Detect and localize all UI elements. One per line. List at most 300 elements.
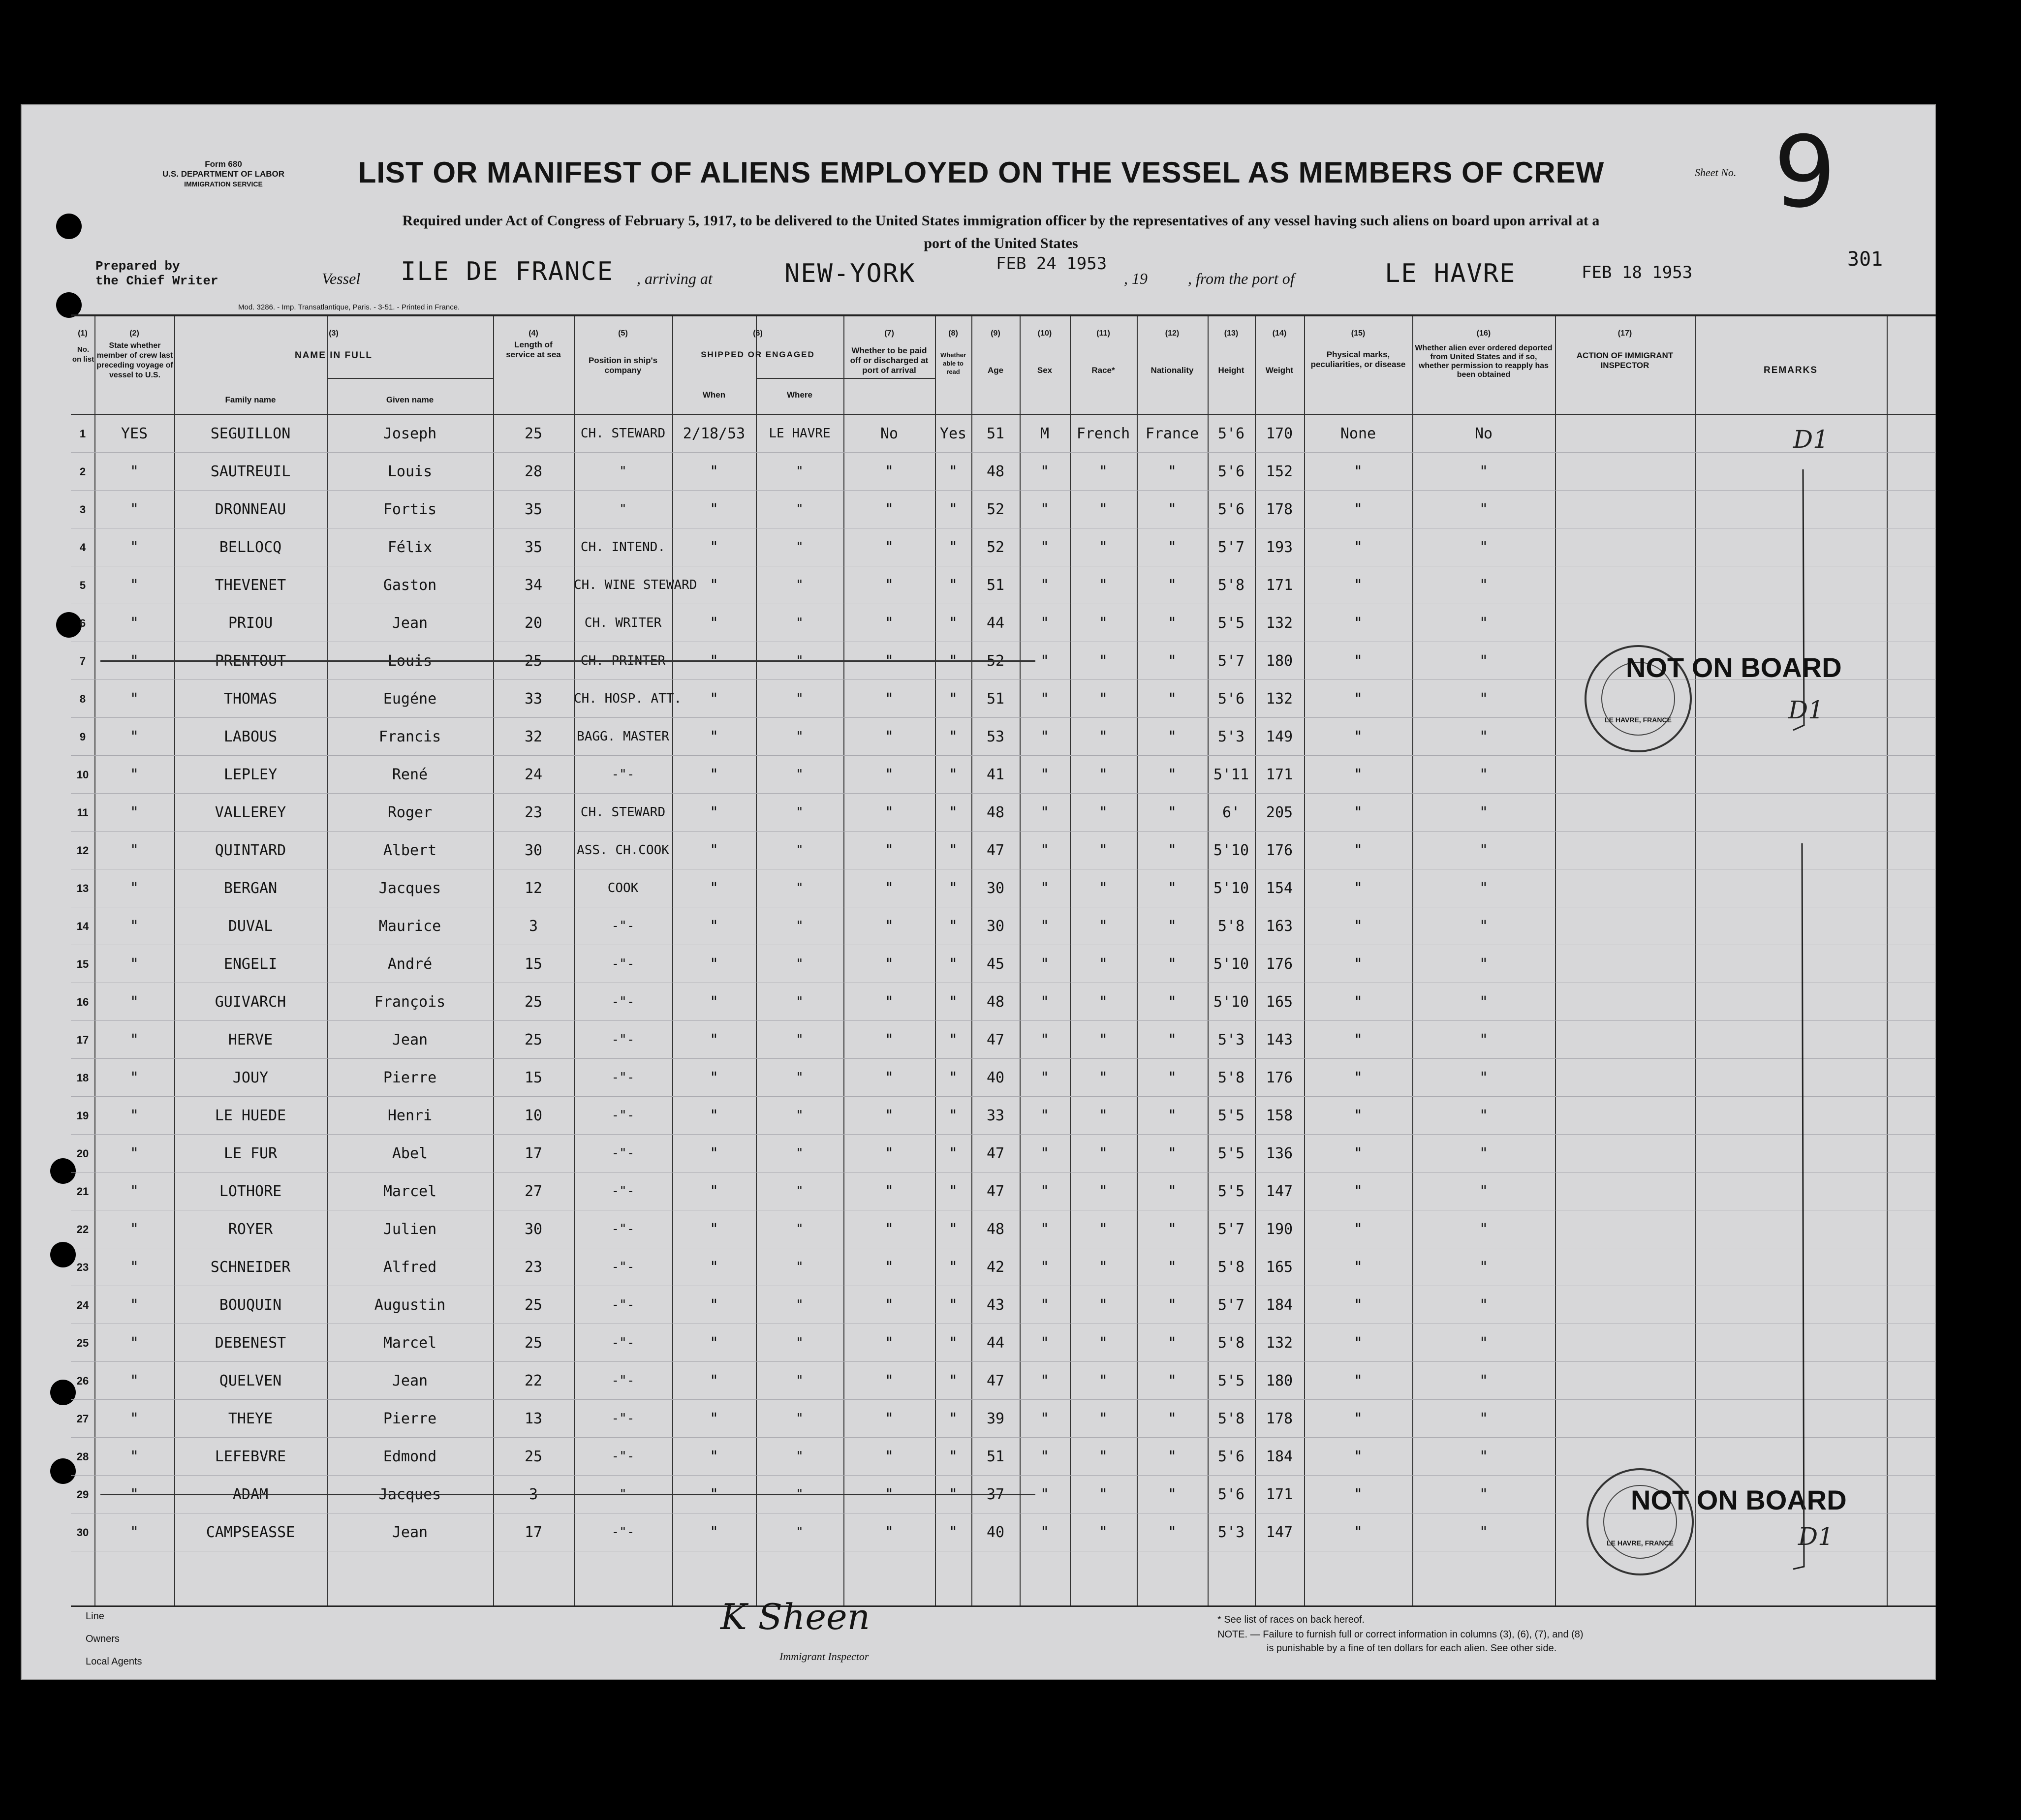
cell-no: 28 [76,1450,89,1463]
cell-age: 48 [986,1221,1005,1238]
table-row [71,983,1936,1021]
cell-age: 42 [986,1259,1005,1276]
cell-no: 5 [79,579,86,591]
cell-length: 15 [524,956,543,973]
cell-position: -"- [611,1108,635,1123]
cell-race: " [1098,1296,1108,1314]
cell-length: 25 [524,1334,543,1352]
cell-family: PRENTOUT [215,652,286,670]
cell-position: -"- [611,1032,635,1047]
cell-deported: " [1479,956,1489,973]
not-on-board-stamp: NOT ON BOARD [1626,652,1842,683]
cell-when: " [709,1259,719,1276]
table-row [71,1248,1936,1286]
cell-age: 43 [986,1296,1005,1314]
cell-deported: " [1479,842,1489,859]
cell-length: 17 [524,1524,543,1541]
cell-length: 35 [524,539,543,556]
cell-when: " [709,1107,719,1124]
cell-no: 1 [79,428,86,440]
cell-read: " [948,1372,958,1389]
cell-race: " [1098,956,1108,973]
cell-length: 20 [524,615,543,632]
cell-weight: 176 [1266,956,1293,973]
cell-when: " [709,577,719,594]
cell-race: " [1098,842,1108,859]
table-row [71,945,1936,983]
cell-read: " [948,1410,958,1427]
cell-position: " [619,464,627,479]
cell-age: 47 [986,1145,1005,1162]
vessel-name: ILE DE FRANCE [401,257,614,286]
cell-prev: " [129,1448,139,1465]
cell-family: VALLEREY [215,804,286,821]
cell-race: " [1098,577,1108,594]
column-number: (1) [78,329,88,338]
cell-nat: " [1167,1259,1177,1276]
cell-physical: " [1353,1031,1363,1049]
cell-length: 25 [524,1448,543,1465]
cell-race: " [1098,880,1108,897]
cell-given: Eugéne [383,690,437,708]
cell-prev: " [129,1221,139,1238]
cell-where: " [796,1070,804,1085]
cell-no: 18 [76,1072,89,1084]
cell-family: LEPLEY [223,766,278,783]
cell-where: " [796,1297,804,1312]
table-row [71,415,1936,453]
cell-family: LABOUS [223,728,278,745]
cell-prev: " [129,766,139,783]
cell-deported: " [1479,728,1489,745]
cell-age: 40 [986,1069,1005,1086]
cell-family: PRIOU [228,615,273,632]
remark-bracket [1773,450,1833,1581]
cell-length: 25 [524,1296,543,1314]
cell-position: ASS. CH.COOK [577,843,669,858]
cell-deported: " [1479,501,1489,518]
cell-weight: 132 [1266,615,1293,632]
cell-race: " [1098,539,1108,556]
cell-deported: " [1479,615,1489,632]
cell-length: 30 [524,842,543,859]
header-shipped-engaged: SHIPPED OR ENGAGED [701,350,815,359]
note-text: is punishable by a fine of ten dollars for each alien. See other side. [1267,1643,1557,1654]
inspector-signature: K Sheen [720,1596,870,1637]
cell-when: " [709,880,719,897]
column-number: (7) [884,329,894,338]
cell-nat: " [1167,993,1177,1011]
cell-height: 5'11 [1213,766,1249,783]
cell-sex: " [1040,1486,1050,1503]
cell-paid: " [884,690,894,708]
cell-prev: " [129,501,139,518]
cell-no: 19 [76,1110,89,1122]
cell-when: " [709,539,719,556]
vessel-label: Vessel [322,270,361,287]
cell-paid: " [884,652,894,670]
header-deported: Whether alien ever ordered deported from United States and if so, whether permission to reapply has been obtained [1415,344,1553,379]
cell-height: 5'3 [1217,728,1245,745]
cell-length: 25 [524,993,543,1011]
cell-prev: " [129,1524,139,1541]
cell-position: CH. HOSP. ATT. [574,691,682,706]
footer-line-label: Line [86,1611,104,1622]
cell-read: " [948,993,958,1011]
not-on-board-stamp: NOT ON BOARD [1631,1484,1847,1515]
table-row [71,566,1936,604]
cell-prev: " [129,804,139,821]
cell-where: " [796,1222,804,1236]
cell-physical: " [1353,1183,1363,1200]
cell-position: CH. WRITER [584,616,662,630]
cell-read: " [948,1107,958,1124]
cell-height: 5'6 [1217,690,1245,708]
column-number: (4) [529,329,538,338]
table-row [71,907,1936,945]
cell-no: 25 [76,1337,89,1349]
cell-physical: " [1353,842,1363,859]
cell-age: 37 [986,1486,1005,1503]
arriving-label: , arriving at [637,270,713,287]
subtitle-line: port of the United States [924,235,1078,251]
cell-paid: " [884,1372,894,1389]
cell-age: 30 [986,918,1005,935]
cell-family: SAUTREUIL [210,463,291,480]
cell-physical: " [1353,728,1363,745]
cell-race: " [1098,728,1108,745]
corner-number: 301 [1847,248,1883,271]
cell-no: 30 [76,1526,89,1539]
cell-height: 5'6 [1217,1448,1245,1465]
cell-no: 23 [76,1261,89,1273]
header-where: Where [787,390,812,400]
table-row [71,491,1936,528]
cell-nat: " [1167,1107,1177,1124]
cell-race: " [1098,652,1108,670]
cell-sex: " [1040,766,1050,783]
cell-age: 52 [986,539,1005,556]
cell-prev: " [129,1334,139,1352]
cell-race: " [1098,1334,1108,1352]
from-port-label: , from the port of [1188,270,1295,287]
cell-length: 22 [524,1372,543,1389]
cell-nat: " [1167,804,1177,821]
cell-height: 5'5 [1217,615,1245,632]
header-able-read: Whether able to read [940,351,966,375]
cell-sex: " [1040,842,1050,859]
cell-no: 24 [76,1299,89,1311]
cell-read: " [948,539,958,556]
punch-hole [56,214,82,239]
cell-prev: " [129,1410,139,1427]
table-row [71,1135,1936,1172]
cell-physical: " [1353,918,1363,935]
cell-where: " [796,1260,804,1274]
cell-when: " [709,1031,719,1049]
cell-when: " [709,1221,719,1238]
cell-deported: " [1479,804,1489,821]
form-header [145,159,302,189]
cell-physical: " [1353,1145,1363,1162]
cell-where: " [796,502,804,517]
cell-when: " [709,1296,719,1314]
cell-race: " [1098,766,1108,783]
cell-sex: " [1040,956,1050,973]
cell-physical: " [1353,539,1363,556]
cell-family: DEBENEST [215,1334,286,1352]
header-physical: Physical marks, peculiarities, or disease [1310,350,1406,369]
cell-position: BAGG. MASTER [577,729,669,744]
column-number: (3) [329,329,339,338]
cell-nat: " [1167,766,1177,783]
cell-deported: " [1479,1448,1489,1465]
cell-family: LE FUR [223,1145,278,1162]
vessel-info [95,253,1818,297]
cell-where: " [796,653,804,668]
cell-when: " [709,1410,719,1427]
cell-height: 5'5 [1217,1183,1245,1200]
column-number: (8) [948,329,958,338]
cell-family: GUIVARCH [215,993,286,1011]
table-row [71,1362,1936,1400]
header-nationality: Nationality [1150,366,1194,375]
cell-race: " [1098,1372,1108,1389]
cell-paid: " [884,1486,894,1503]
cell-where: " [796,540,804,555]
cell-prev: " [129,539,139,556]
cell-race: " [1098,501,1108,518]
cell-nat: " [1167,1334,1177,1352]
table-row [71,1438,1936,1476]
cell-nat: " [1167,1069,1177,1086]
cell-nat: France [1145,425,1199,442]
cell-paid: " [884,1296,894,1314]
cell-family: ROYER [228,1221,273,1238]
cell-paid: " [884,804,894,821]
cell-read: " [948,652,958,670]
cell-read: " [948,1183,958,1200]
cell-when: " [709,1334,719,1352]
cell-age: 44 [986,615,1005,632]
header-given-name: Given name [386,395,434,404]
cell-where: " [796,616,804,630]
cell-prev: " [129,918,139,935]
table-row [71,869,1936,907]
header-age: Age [987,366,1004,375]
cell-family: LEFEBVRE [215,1448,286,1465]
cell-height: 5'7 [1217,539,1245,556]
cell-no: 7 [79,655,86,667]
cell-read: " [948,1221,958,1238]
cell-length: 27 [524,1183,543,1200]
cell-weight: 170 [1266,425,1293,442]
cell-physical: " [1353,766,1363,783]
cell-given: Louis [387,652,433,670]
cell-nat: " [1167,690,1177,708]
cell-weight: 132 [1266,690,1293,708]
cell-length: 25 [524,1031,543,1049]
cell-paid: " [884,1410,894,1427]
cell-when: " [709,766,719,783]
cell-given: Jean [392,1524,428,1541]
column-number: (14) [1272,329,1287,338]
cell-given: Jean [392,1372,428,1389]
arriving-port: NEW-YORK [784,259,916,288]
crew-table [71,314,1936,1607]
cell-weight: 165 [1266,993,1293,1011]
cell-weight: 171 [1266,766,1293,783]
cell-paid: " [884,956,894,973]
cell-height: 5'3 [1217,1031,1245,1049]
table-row [71,453,1936,491]
cell-paid: " [884,1069,894,1086]
table-row [71,756,1936,794]
cell-given: Albert [383,842,437,859]
cell-prev: " [129,1296,139,1314]
cell-race: " [1098,1410,1108,1427]
cell-position: -"- [611,994,635,1009]
cell-weight: 171 [1266,1486,1293,1503]
cell-where: " [796,994,804,1009]
cell-deported: " [1479,918,1489,935]
cell-where: " [796,1184,804,1199]
cell-no: 2 [79,465,86,478]
cell-when: " [709,842,719,859]
cell-physical: " [1353,1069,1363,1086]
cell-weight: 180 [1266,652,1293,670]
cell-deported: " [1479,1296,1489,1314]
cell-prev: " [129,652,139,670]
cell-deported: " [1479,577,1489,594]
cell-race: " [1098,1107,1108,1124]
header-name-in-full: NAME IN FULL [294,350,373,361]
cell-weight: 184 [1266,1296,1293,1314]
cell-race: " [1098,1448,1108,1465]
cell-nat: " [1167,615,1177,632]
cell-sex: " [1040,1410,1050,1427]
cell-deported: " [1479,652,1489,670]
header-paid-off: Whether to be paid off or discharged at port of arrival [850,346,929,375]
cell-age: 51 [986,690,1005,708]
cell-when: " [709,1448,719,1465]
year-label: , 19 [1124,270,1148,287]
cell-no: 15 [76,958,89,970]
cell-paid: " [884,918,894,935]
cell-given: Jacques [378,880,441,897]
cell-physical: " [1353,1372,1363,1389]
cell-prev: " [129,463,139,480]
cell-height: 5'8 [1217,577,1245,594]
cell-nat: " [1167,1296,1177,1314]
cell-race: French [1076,425,1130,442]
department-name: U.S. DEPARTMENT OF LABOR [162,169,285,179]
cell-position: -"- [611,767,635,782]
cell-height: 5'6 [1217,425,1245,442]
cell-where: " [796,1411,804,1426]
cell-prev: " [129,615,139,632]
cell-position: -"- [611,1260,635,1274]
cell-family: ADAM [232,1486,269,1503]
cell-when: 2/18/53 [683,425,746,442]
cell-physical: " [1353,690,1363,708]
cell-paid: " [884,1031,894,1049]
cell-weight: 184 [1266,1448,1293,1465]
race-footnote: * See list of races on back hereof. [1217,1614,1365,1625]
cell-read: " [948,1069,958,1086]
cell-age: 30 [986,880,1005,897]
cell-sex: " [1040,1107,1050,1124]
cell-race: " [1098,463,1108,480]
cell-family: QUELVEN [219,1372,282,1389]
cell-deported: No [1474,425,1493,442]
cell-deported: " [1479,1334,1489,1352]
cell-given: Julien [383,1221,437,1238]
cell-prev: YES [121,425,148,442]
cell-sex: " [1040,615,1050,632]
column-number: (10) [1037,329,1052,338]
cell-given: Marcel [383,1183,437,1200]
cell-sex: " [1040,1145,1050,1162]
cell-when: " [709,615,719,632]
cell-sex: " [1040,1296,1050,1314]
cell-height: 5'7 [1217,1221,1245,1238]
cell-sex: " [1040,1448,1050,1465]
cell-deported: " [1479,880,1489,897]
cell-age: 51 [986,577,1005,594]
header-action: ACTION OF IMMIGRANT INSPECTOR [1576,351,1674,370]
column-number: (5) [618,329,628,338]
cell-height: 5'3 [1217,1524,1245,1541]
cell-no: 12 [76,844,89,857]
cell-when: " [709,728,719,745]
table-row [71,1021,1936,1059]
cell-sex: " [1040,501,1050,518]
column-number: (15) [1351,329,1366,338]
cell-race: " [1098,1145,1108,1162]
cell-read: " [948,880,958,897]
cell-nat: " [1167,1183,1177,1200]
cell-weight: 178 [1266,501,1293,518]
cell-length: 3 [529,918,538,935]
cell-where: " [796,729,804,744]
cell-nat: " [1167,1410,1177,1427]
note-label: NOTE. [1217,1629,1248,1640]
cell-read: " [948,615,958,632]
stamp-text: LE HAVRE, FRANCE [1605,716,1672,724]
subtitle [214,210,1788,255]
cell-read: " [948,1334,958,1352]
cell-nat: " [1167,1221,1177,1238]
cell-length: 34 [524,577,543,594]
cell-physical: " [1353,804,1363,821]
chief-writer-label: the Chief Writer [95,274,218,288]
cell-read: " [948,804,958,821]
cell-family: THOMAS [223,690,278,708]
table-row [71,1059,1936,1097]
cell-physical: " [1353,1524,1363,1541]
cell-position: -"- [611,1335,635,1350]
cell-deported: " [1479,1259,1489,1276]
cell-length: 23 [524,1259,543,1276]
cell-given: René [392,766,428,783]
table-row [71,832,1936,869]
cell-read: " [948,1296,958,1314]
cell-physical: " [1353,1448,1363,1465]
cell-family: THEVENET [215,577,286,594]
cell-when: " [709,690,719,708]
cell-prev: " [129,728,139,745]
